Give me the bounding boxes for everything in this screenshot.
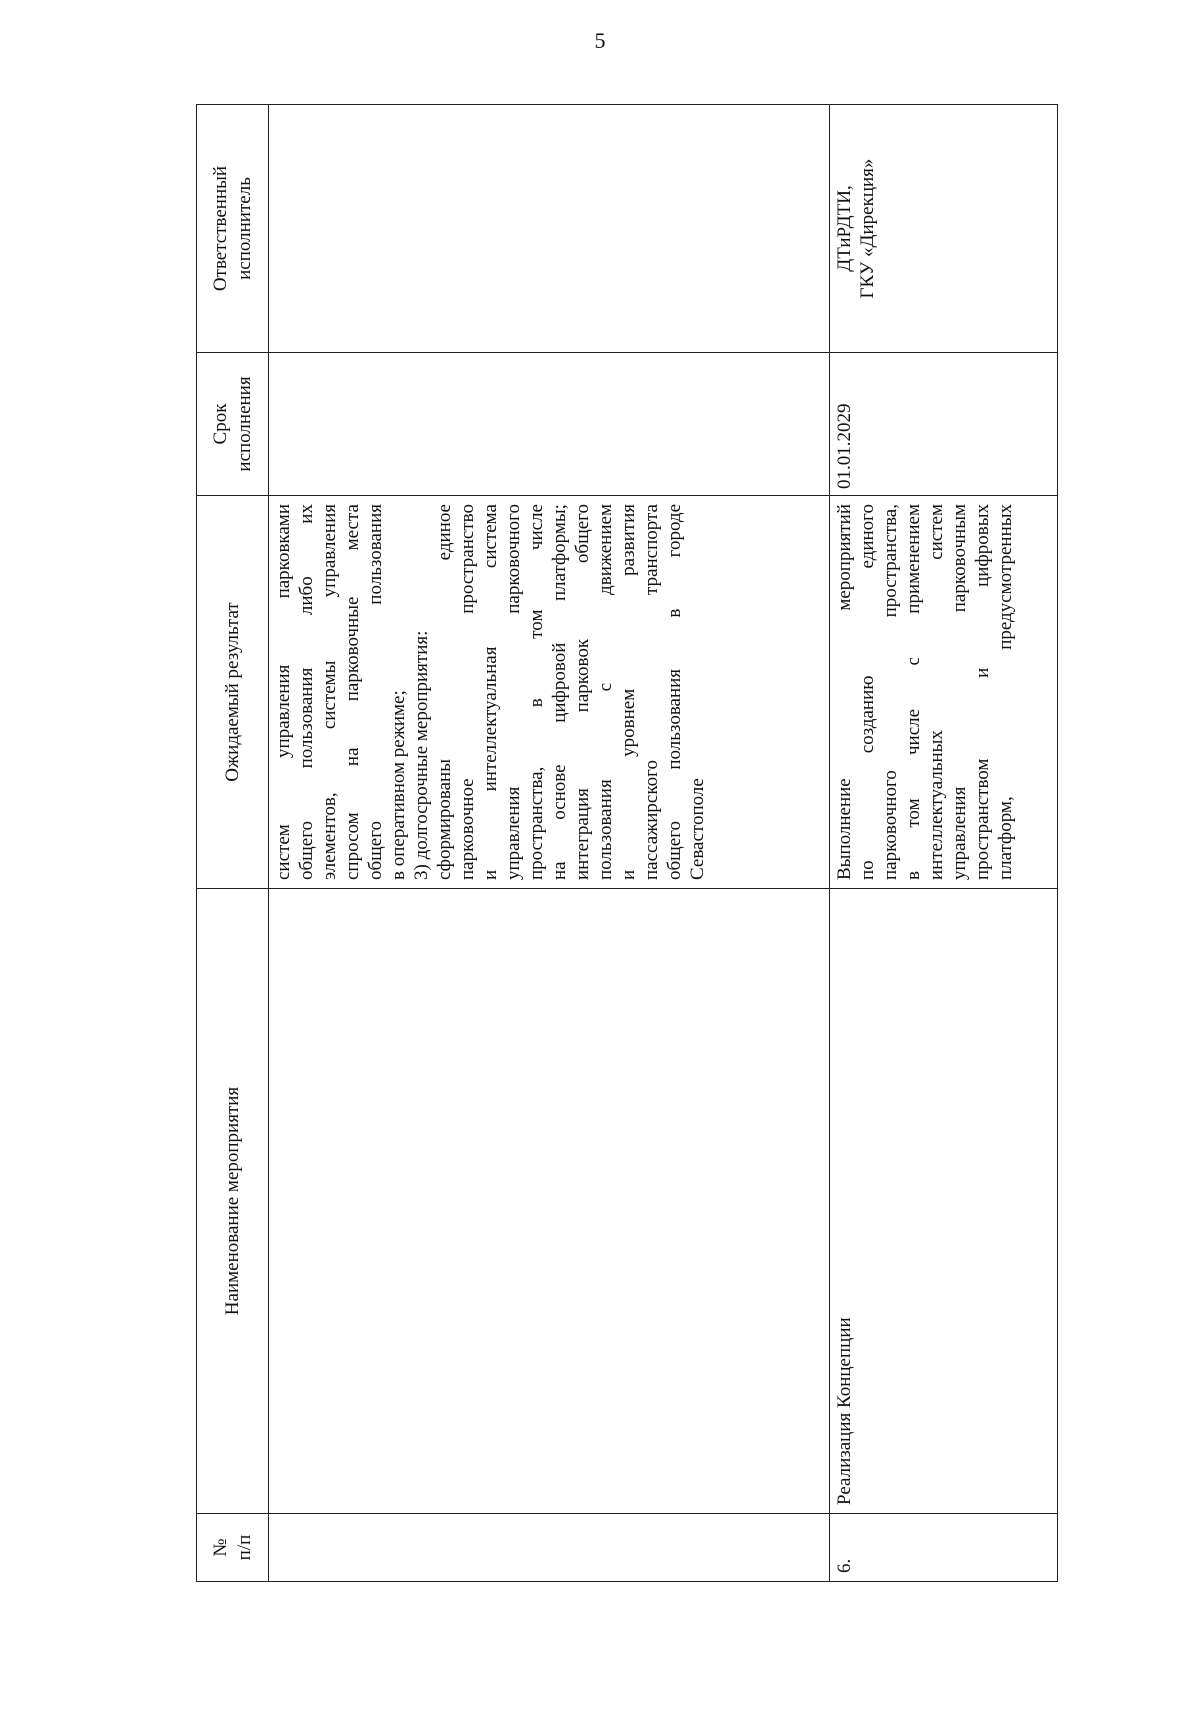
table-header-row: [197, 105, 269, 1582]
result-word: предусмотренных: [995, 504, 1016, 650]
result-word: пространство: [457, 504, 478, 614]
result-word: систем: [273, 824, 294, 880]
result-word: основе: [549, 764, 570, 820]
cell-deadline: [269, 353, 830, 496]
result-line: [433, 504, 456, 880]
result-word: платформы;: [549, 504, 570, 602]
result-word: пространства,: [526, 766, 547, 880]
result-line: [833, 504, 856, 880]
result-word: цифровой: [549, 642, 570, 723]
result-line: [525, 504, 548, 880]
result-word: уровнем: [618, 688, 639, 757]
result-word: и: [972, 667, 993, 678]
result-word: мероприятий: [834, 504, 855, 611]
result-word: общего: [365, 820, 386, 880]
result-word: пользования: [365, 504, 386, 605]
result-word: парковочного: [880, 770, 901, 880]
result-word: пространства,: [880, 504, 901, 618]
header-result: Ожидаемый результат: [197, 496, 269, 889]
result-word: управления: [949, 786, 970, 880]
result-word: пользования: [296, 667, 317, 769]
result-word: том: [903, 798, 924, 828]
result-word: системы: [319, 660, 340, 730]
result-line: [548, 504, 571, 880]
result-word: цифровых: [972, 504, 993, 587]
result-line: [856, 504, 879, 880]
result-line: [925, 504, 948, 880]
result-word: пользования: [595, 779, 616, 880]
result-word: парковочные: [342, 596, 363, 702]
result-word: том: [526, 609, 547, 639]
result-line: [364, 504, 387, 880]
cell-num: 6.: [830, 1514, 1058, 1582]
result-word: единого: [857, 504, 878, 569]
table-row: [830, 105, 1058, 1582]
result-word: спросом: [342, 812, 363, 880]
result-line: [617, 504, 640, 880]
rotated-table-container: [196, 105, 1057, 1582]
result-word: парковок: [572, 638, 593, 713]
result-word: платформ,: [995, 796, 1016, 880]
result-line: [640, 504, 663, 880]
result-line: [479, 504, 502, 880]
header-deadline-line-2: исполнения: [233, 376, 255, 472]
result-word: в: [526, 698, 547, 708]
header-num: [197, 1514, 269, 1582]
result-line: [318, 504, 341, 880]
cell-responsible: [830, 105, 1058, 353]
header-responsible-line-1: Ответственный: [209, 165, 231, 292]
result-word: применением: [903, 504, 924, 614]
result-word: движением: [595, 504, 616, 595]
result-word: развития: [618, 504, 639, 576]
result-word: интеллектуальная: [480, 646, 501, 792]
responsible-line-1: ДТиРДТИ,: [834, 185, 855, 272]
result-word: сформированы: [434, 759, 455, 880]
result-word: пассажирского: [641, 760, 662, 880]
result-line: 3) долгосрочные мероприятия:: [411, 630, 432, 880]
result-word: либо: [296, 576, 317, 616]
result-word: по: [857, 860, 878, 880]
result-word: управления: [319, 504, 340, 598]
result-word: и: [618, 869, 639, 880]
cell-responsible: [269, 105, 830, 353]
result-line: [502, 504, 525, 880]
result-word: на: [549, 861, 570, 880]
result-word: общего: [572, 504, 593, 564]
result-line: [663, 504, 686, 880]
header-deadline: [197, 353, 269, 496]
header-responsible-line-2: исполнитель: [233, 177, 255, 280]
header-name: Наименование мероприятия: [197, 889, 269, 1514]
action-plan-table: [196, 104, 1058, 1582]
table-row: [269, 105, 830, 1582]
result-word: управления: [273, 664, 294, 758]
result-line: [295, 504, 318, 880]
result-word: созданию: [857, 675, 878, 754]
result-line: [571, 504, 594, 880]
page-number: 5: [594, 28, 606, 53]
result-word: интеллектуальных: [926, 730, 947, 880]
result-word: их: [296, 504, 317, 524]
result-word: система: [480, 504, 501, 569]
header-deadline-line-1: Срок: [209, 403, 231, 445]
header-responsible: [197, 105, 269, 353]
result-word: общего: [296, 820, 317, 880]
result-word: и: [480, 869, 501, 880]
result-line: [902, 504, 925, 880]
result-line: в оперативном режиме;: [388, 690, 409, 880]
result-word: числе: [526, 504, 547, 551]
result-line: [341, 504, 364, 880]
cell-name: Реализация Концепции: [830, 889, 1058, 1514]
result-word: с: [903, 657, 924, 666]
cell-result: [830, 496, 1058, 889]
result-word: парковками: [273, 504, 294, 599]
result-word: на: [342, 747, 363, 767]
result-word: парковочное: [457, 778, 478, 880]
result-word: с: [595, 682, 616, 692]
result-word: систем: [926, 504, 947, 560]
result-word: единое: [434, 504, 455, 561]
result-line: [971, 504, 994, 880]
result-line: Севастополе: [687, 778, 708, 880]
cell-result: [269, 496, 830, 889]
result-word: транспорта: [641, 504, 662, 595]
result-line: [456, 504, 479, 880]
result-word: в: [664, 608, 685, 618]
result-line: [594, 504, 617, 880]
responsible-line-2: ГКУ «Дирекция»: [857, 158, 878, 299]
result-line: [994, 504, 1017, 880]
result-word: числе: [903, 708, 924, 756]
result-word: парковочного: [503, 504, 524, 614]
result-word: Выполнение: [834, 778, 855, 880]
cell-num: [269, 1514, 830, 1582]
header-num-line-2: п/п: [233, 1534, 255, 1561]
header-num-line-1: №: [209, 1538, 231, 1557]
cell-deadline: 01.01.2029: [830, 353, 1058, 496]
result-word: управления: [503, 786, 524, 880]
result-word: элементов,: [319, 792, 340, 880]
result-word: общего: [664, 820, 685, 880]
table-sheet: [196, 105, 1057, 1582]
result-word: в: [903, 871, 924, 880]
result-word: пространством: [972, 758, 993, 880]
result-word: интеграция: [572, 788, 593, 880]
result-line: [948, 504, 971, 880]
result-word: городе: [664, 504, 685, 558]
result-line: [879, 504, 902, 880]
result-word: места: [342, 504, 363, 551]
result-line: [272, 504, 295, 880]
result-word: пользования: [664, 668, 685, 770]
cell-name: [269, 889, 830, 1514]
result-word: парковочным: [949, 504, 970, 613]
